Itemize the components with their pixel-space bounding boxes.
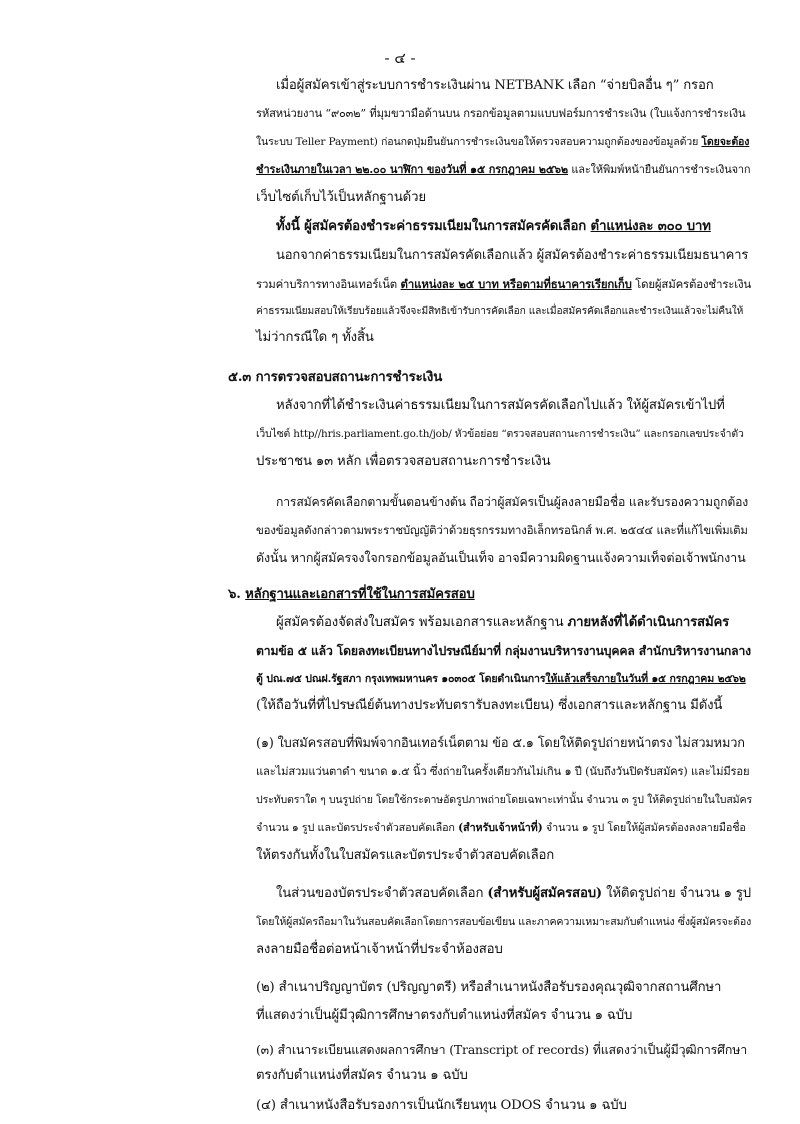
officer-copy-label: (สำหรับเจ้าหน้าที่) bbox=[458, 821, 543, 834]
bank-fee-amount: ตำแหน่งละ ๒๕ บาท หรือตามที่ธนาคารเรียกเก็บ bbox=[400, 277, 632, 291]
section-6-line-1 bbox=[276, 613, 729, 633]
paragraph-bankfee-line-1: นอกจากค่าธรรมเนียมในการสมัครคัดเลือกแล้ว ผู้สมัครต้องชำระค่าธรรมเนียมธนาคาร bbox=[276, 248, 749, 263]
paragraph-bankfee-line-3: ค่าธรรมเนียมสอบให้เรียบร้อยแล้วจึงจะมีสิทธิเข้ารับการคัดเลือก และเมื่อสมัครคัดเลือกและชำระเงินแล้วจะไม่คืนให้ bbox=[256, 306, 744, 317]
section-5-3-heading: ๕.๓ การตรวจสอบสถานะการชำระเงิน bbox=[228, 370, 443, 385]
paragraph-netbank-line-5: เว็บไซต์เก็บไว้เป็นหลักฐานด้วย bbox=[256, 190, 426, 205]
section-6-line-4: (ให้ถือวันที่ที่ไปรษณีย์ต้นทางประทับตรารับลงทะเบียน) ซึ่งเอกสารและหลักฐาน มีดังนี้ bbox=[256, 698, 723, 713]
text-run: จำนวน ๑ รูป โดยให้ผู้สมัครต้องลงลายมือชื่อ bbox=[542, 821, 746, 834]
text-run: ทั้งนี้ ผู้สมัครต้องชำระค่าธรรมเนียมในการสมัครคัดเลือก bbox=[276, 219, 591, 234]
section-5-3-line-2: เว็บไซต์ http//hris.parliament.go.th/job/ หัวข้อย่อย “ตรวจสอบสถานะการชำระเงิน” และกรอกเลขประจำตัว bbox=[256, 428, 744, 440]
paragraph-netbank-line-3 bbox=[256, 132, 749, 152]
item-1-line-4 bbox=[256, 818, 746, 838]
submission-deadline: ให้แล้วเสร็จภายในวันที่ ๑๕ กรกฎาคม ๒๕๖๒ bbox=[545, 673, 746, 685]
paragraph-consent-line-2: ของข้อมูลดังกล่าวตามพระราชบัญญัติว่าด้วยธุรกรรมทางอิเล็กทรอนิกส์ พ.ศ. ๒๕๔๔ และที่แก้ไขเพิ่มเติม bbox=[256, 523, 748, 537]
text-run: ในระบบ Teller Payment) ก่อนกดปุ่มยืนยันการชำระเงินขอให้ตรวจสอบความถูกต้องของข้อมูลด้วย bbox=[256, 136, 702, 148]
text-run: ตู้ ปณ.๗๕ ปณฝ.รัฐสภา กรุงเทพมหานคร ๑๐๓๐๕ โดยดำเนินการ bbox=[256, 673, 546, 685]
item-1-line-5: ให้ตรงกันทั้งในใบสมัครและบัตรประจำตัวสอบคัดเลือก bbox=[256, 848, 555, 863]
text-run: ให้ติดรูปถ่าย จำนวน ๑ รูป bbox=[602, 886, 752, 901]
item-4-line-1: (๔) สำเนาหนังสือรับรองการเป็นนักเรียนทุน ODOS จำนวน ๑ ฉบับ bbox=[256, 1098, 627, 1113]
section-title: หลักฐานและเอกสารที่ใช้ในการสมัครสอบ bbox=[245, 587, 475, 602]
item-3-line-2: ตรงกับตำแหน่งที่สมัคร จำนวน ๑ ฉบับ bbox=[256, 1068, 468, 1083]
text-run: และให้พิมพ์หน้ายืนยันการชำระเงินจาก bbox=[567, 163, 751, 176]
text-run: ผู้สมัครต้องจัดส่งใบสมัคร พร้อมเอกสารและหลักฐาน bbox=[276, 615, 568, 630]
text-run-bold: ภายหลังที่ได้ดำเนินการสมัคร bbox=[567, 615, 730, 630]
item-1-line-3: ประทับตราใด ๆ บนรูปถ่าย โดยใช้กระดาษอัดรูปภาพถ่ายโดยเฉพาะเท่านั้น จำนวน ๓ รูป ให้ติดรูปถ่ายในใบสมัคร bbox=[256, 794, 752, 806]
section-number: ๖. bbox=[228, 587, 246, 602]
paragraph-bankfee-line-2 bbox=[256, 274, 751, 294]
item-2-line-2: ที่แสดงว่าเป็นผู้มีวุฒิการศึกษาตรงกับตำแหน่งที่สมัคร จำนวน ๑ ฉบับ bbox=[256, 1008, 633, 1023]
section-6-line-3 bbox=[256, 669, 746, 689]
card-line-2: โดยให้ผู้สมัครถือมาในวันสอบคัดเลือกโดยการสอบข้อเขียน และภาคความเหมาะสมกับตำแหน่ง ซึ่งผู้สมัครจะต้อง bbox=[256, 916, 752, 928]
page-number: - ๔ - bbox=[384, 49, 416, 67]
paragraph-consent-line-3: ดังนั้น หากผู้สมัครจงใจกรอกข้อมูลอันเป็นเท็จ อาจมีความผิดฐานแจ้งความเท็จต่อเจ้าพนักงาน bbox=[256, 550, 746, 565]
item-1-line-1: (๑) ใบสมัครสอบที่พิมพ์จากอินเทอร์เน็ตตาม ข้อ ๕.๑ โดยให้ติดรูปถ่ายหน้าตรง ไม่สวมหมวก bbox=[256, 736, 745, 751]
text-run: โดยผู้สมัครต้องชำระเงิน bbox=[631, 277, 752, 291]
paragraph-consent-line-1: การสมัครคัดเลือกตามขั้นตอนข้างต้น ถือว่าผู้สมัครเป็นผู้ลงลายมือชื่อ และรับรองความถูกต้อง bbox=[276, 495, 749, 509]
paragraph-bankfee-line-4: ไม่ว่ากรณีใด ๆ ทั้งสิ้น bbox=[256, 330, 374, 345]
section-5-3-line-1: หลังจากที่ได้ชำระเงินค่าธรรมเนียมในการสมัครคัดเลือกไปแล้ว ให้ผู้สมัครเข้าไปที่ bbox=[276, 398, 725, 413]
text-run: รวมค่าบริการทางอินเทอร์เน็ต bbox=[256, 277, 401, 291]
applicant-copy-label: (สำหรับผู้สมัครสอบ) bbox=[487, 886, 603, 901]
paragraph-netbank-line-4 bbox=[256, 160, 750, 180]
section-5-3-line-3: ประชาชน ๑๓ หลัก เพื่อตรวจสอบสถานะการชำระเงิน bbox=[256, 454, 551, 469]
fee-statement bbox=[276, 217, 711, 237]
card-line-1 bbox=[276, 884, 751, 904]
item-3-line-1: (๓) สำเนาระเบียนแสดงผลการศึกษา (Transcript of records) ที่แสดงว่าเป็นผู้มีวุฒิการศึกษา bbox=[256, 1042, 748, 1057]
fee-amount: ตำแหน่งละ ๓๐๐ บาท bbox=[590, 219, 711, 234]
paragraph-netbank-line-1: เมื่อผู้สมัครเข้าสู่ระบบการชำระเงินผ่าน NETBANK เลือก “จ่ายบิลอื่น ๆ” กรอก bbox=[276, 78, 714, 93]
item-1-line-2: และไม่สวมแว่นตาดำ ขนาด ๑.๕ นิ้ว ซึ่งถ่ายในครั้งเดียวกันไม่เกิน ๑ ปี (นับถึงวันปิดรับสมัคร) และไม่มีรอย bbox=[256, 765, 750, 778]
section-6-line-2: ตามข้อ ๕ แล้ว โดยลงทะเบียนทางไปรษณีย์มาที่ กลุ่มงานบริหารงานบุคคล สำนักบริหารงานกลาง bbox=[256, 644, 751, 658]
text-run: ในส่วนของบัตรประจำตัวสอบคัดเลือก bbox=[276, 886, 488, 901]
paragraph-netbank-line-2: รหัสหน่วยงาน “๙๐๓๒” ที่มุมขวามือด้านบน กรอกข้อมูลตามแบบฟอร์มการชำระเงิน (ใบแจ้งการชำระเงิน bbox=[256, 107, 746, 120]
text-run: จำนวน ๑ รูป และบัตรประจำตัวสอบคัดเลือก bbox=[256, 821, 459, 834]
section-6-heading bbox=[228, 585, 475, 605]
payment-deadline: ชำระเงินภายในเวลา ๒๒.๐๐ นาฬิกา ของวันที่ ๑๕ กรกฎาคม ๒๕๖๒ bbox=[256, 163, 568, 176]
card-line-3: ลงลายมือชื่อต่อหน้าเจ้าหน้าที่ประจำห้องสอบ bbox=[256, 942, 503, 957]
item-2-line-1: (๒) สำเนาปริญญาบัตร (ปริญญาตรี) หรือสำเนาหนังสือรับรองคุณวุฒิจากสถานศึกษา bbox=[256, 980, 722, 995]
deadline-emphasis: โดยจะต้อง bbox=[701, 136, 750, 148]
